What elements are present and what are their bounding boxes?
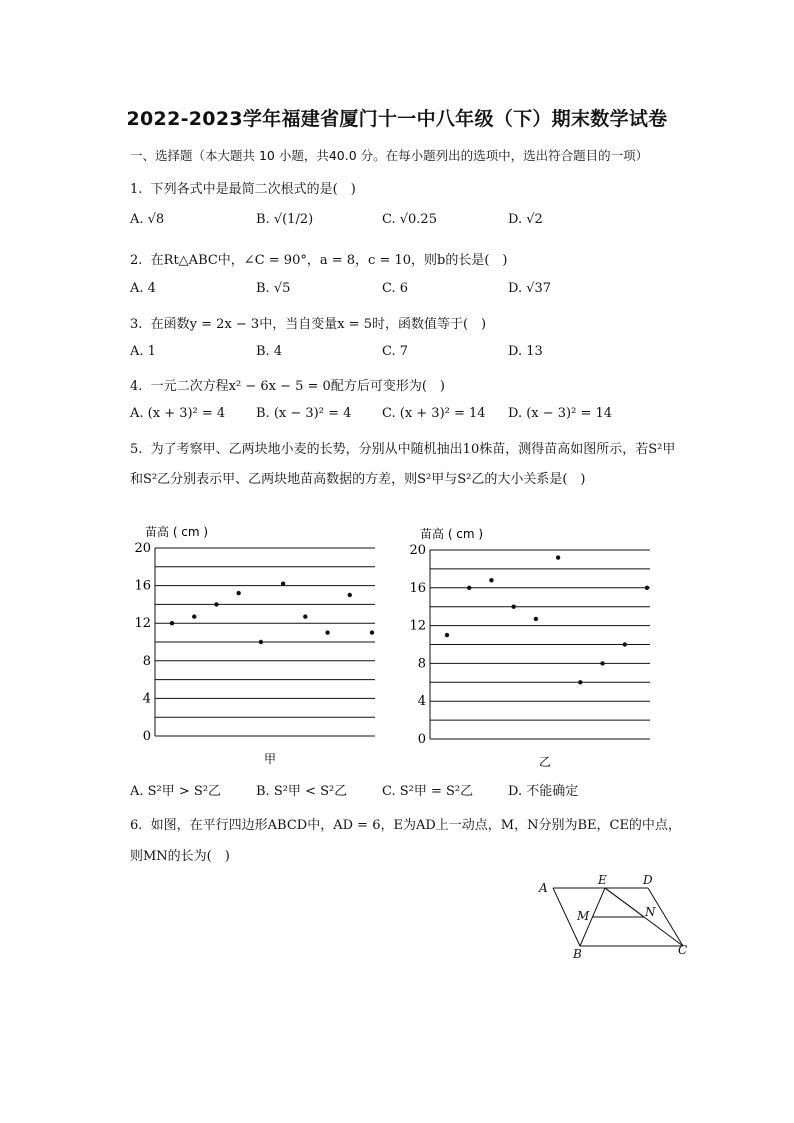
data-point	[236, 591, 240, 595]
y-tick-label: 16	[134, 578, 151, 594]
q2-option-b[interactable]: B. √5	[256, 281, 291, 296]
q5-option-d[interactable]: D. 不能确定	[508, 784, 579, 799]
label-b: B	[573, 947, 582, 961]
question-3-options	[130, 344, 730, 364]
label-c: C	[678, 943, 688, 957]
y-tick-label: 12	[134, 616, 151, 632]
data-point	[578, 680, 582, 684]
question-5-line-2: 和S²乙分别表示甲、乙两块地苗高数据的方差，则S²甲与S²乙的大小关系是( )	[130, 472, 586, 487]
data-point	[303, 614, 307, 618]
data-point	[556, 555, 560, 559]
section-heading: 一、选择题（本大题共 10 小题，共40.0 分。在每小题列出的选项中，选出符合题目的一项）	[130, 148, 649, 163]
chart-xlabel: 甲	[263, 752, 277, 766]
parallelogram-figure	[535, 872, 695, 962]
y-tick-label: 0	[142, 729, 151, 744]
q2-option-d[interactable]: D. √37	[508, 281, 552, 296]
q4-option-d[interactable]: D. (x − 3)² = 14	[508, 406, 613, 421]
question-1: 1. 下列各式中是最简二次根式的是( )	[130, 182, 356, 197]
question-2: 2. 在Rt△ABC中，∠C = 90°，a = 8，c = 10，则b的长是( )	[130, 253, 508, 268]
data-point	[623, 642, 627, 646]
q5-option-c[interactable]: C. S²甲 = S²乙	[382, 784, 474, 799]
question-5-options	[130, 780, 730, 800]
data-point	[511, 605, 515, 609]
data-point	[600, 661, 604, 665]
chart-jia	[120, 518, 380, 778]
segment-en	[605, 888, 644, 917]
q3-option-d[interactable]: D. 13	[508, 344, 543, 359]
q5-option-a[interactable]: A. S²甲 > S²乙	[130, 784, 222, 799]
data-point	[370, 630, 374, 634]
data-point	[259, 640, 263, 644]
data-point	[348, 593, 352, 597]
y-tick-label: 20	[134, 541, 151, 556]
data-point	[170, 621, 174, 625]
q2-option-c[interactable]: C. 6	[382, 281, 409, 296]
question-2-options	[130, 281, 730, 301]
chart-title: 苗高 ( cm )	[145, 525, 209, 539]
q3-option-a[interactable]: A. 1	[130, 344, 156, 359]
chart-title: 苗高 ( cm )	[420, 527, 484, 541]
data-point	[534, 617, 538, 621]
label-a: A	[539, 881, 548, 895]
y-tick-label: 20	[409, 543, 426, 558]
data-point	[192, 614, 196, 618]
q4-option-a[interactable]: A. (x + 3)² = 4	[130, 406, 226, 421]
data-point	[281, 582, 285, 586]
y-tick-label: 4	[142, 691, 151, 707]
q2-option-a[interactable]: A. 4	[130, 281, 156, 296]
label-d: D	[643, 873, 653, 887]
data-point	[489, 578, 493, 582]
label-e: E	[598, 873, 607, 887]
exam-title: 2022-2023学年福建省厦门十一中八年级（下）期末数学试卷	[126, 108, 668, 130]
chart-yi	[395, 518, 660, 778]
question-4-options	[130, 406, 730, 426]
q1-option-c[interactable]: C. √0.25	[382, 212, 437, 227]
data-point	[214, 602, 218, 606]
q1-option-b[interactable]: B. √(1/2)	[256, 212, 314, 227]
q1-option-d[interactable]: D. √2	[508, 212, 543, 227]
label-n: N	[645, 905, 656, 919]
question-1-options	[130, 212, 730, 232]
data-point	[325, 630, 329, 634]
y-tick-label: 8	[142, 653, 151, 669]
q4-option-b[interactable]: B. (x − 3)² = 4	[256, 406, 352, 421]
question-4: 4. 一元二次方程x² − 6x − 5 = 0配方后可变形为( )	[130, 379, 445, 394]
data-point	[445, 633, 449, 637]
q4-option-c[interactable]: C. (x + 3)² = 14	[382, 406, 486, 421]
label-m: M	[577, 909, 590, 923]
edge-ba	[553, 888, 580, 946]
question-3: 3. 在函数y = 2x − 3中，当自变量x = 5时，函数值等于( )	[130, 317, 487, 332]
data-point	[645, 586, 649, 590]
question-6-line-2: 则MN的长为( )	[130, 849, 230, 864]
q3-option-c[interactable]: C. 7	[382, 344, 409, 359]
y-tick-label: 12	[409, 618, 426, 634]
y-tick-label: 0	[417, 732, 426, 747]
y-tick-label: 16	[409, 580, 426, 596]
chart-xlabel: 乙	[538, 755, 552, 769]
question-5-line-1: 5. 为了考察甲、乙两块地小麦的长势，分别从中随机抽出10株苗，测得苗高如图所示，若S²甲	[130, 442, 676, 457]
y-tick-label: 4	[417, 694, 426, 710]
y-tick-label: 8	[417, 656, 426, 672]
data-point	[467, 586, 471, 590]
question-6-line-1: 6. 如图，在平行四边形ABCD中，AD = 6，E为AD上一动点，M，N分别为BE，CE的中点，	[130, 818, 681, 833]
q1-option-a[interactable]: A. √8	[130, 212, 165, 227]
q3-option-b[interactable]: B. 4	[256, 344, 283, 359]
q5-option-b[interactable]: B. S²甲 < S²乙	[256, 784, 348, 799]
